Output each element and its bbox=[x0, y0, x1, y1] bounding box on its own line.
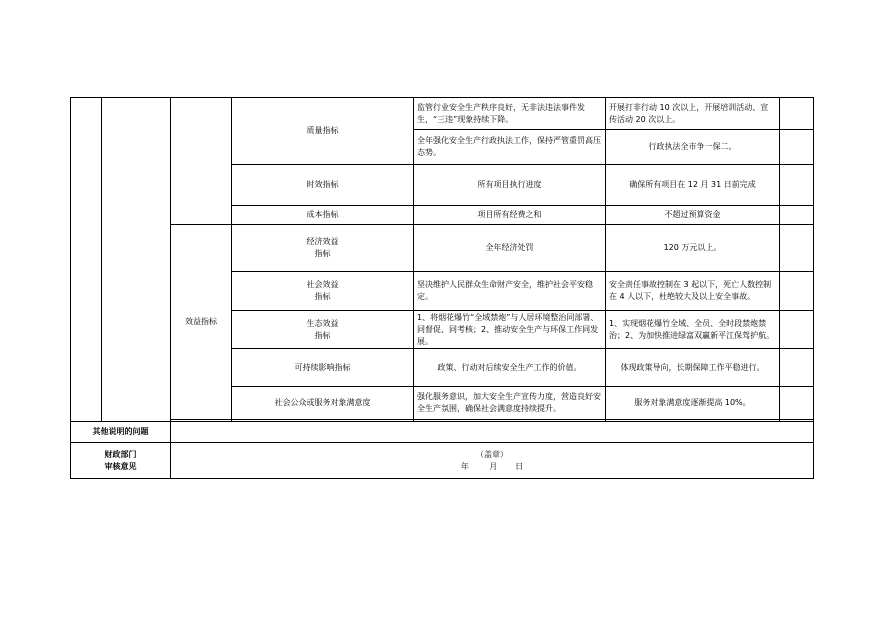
finance-label-line1: 财政部门 bbox=[104, 449, 137, 459]
table-row bbox=[71, 98, 814, 130]
performance-table-sheet bbox=[70, 97, 814, 479]
ecological-desc: 1、将烟花爆竹“全域禁炮”与人居环境整治同部署、同督促、同考核；2、推动安全生产与环保工作同发展。 bbox=[414, 311, 606, 349]
score-cell bbox=[780, 311, 814, 349]
cost-target: 不超过预算资金 bbox=[606, 206, 780, 225]
output-group-cell bbox=[171, 98, 232, 225]
social-label-line2: 指标 bbox=[314, 292, 331, 301]
finance-review-value bbox=[171, 443, 814, 479]
date-month: 月 bbox=[489, 461, 498, 471]
category-cell bbox=[71, 98, 102, 422]
score-cell bbox=[780, 272, 814, 311]
score-cell bbox=[780, 130, 814, 165]
timeliness-desc: 所有项目执行进度 bbox=[414, 165, 606, 206]
economic-desc: 全年经济处罚 bbox=[414, 225, 606, 272]
finance-label-line2: 审核意见 bbox=[104, 461, 137, 471]
table-row bbox=[71, 443, 814, 479]
economic-target: 120 万元以上。 bbox=[606, 225, 780, 272]
satisfaction-label: 社会公众或服务对象满意度 bbox=[232, 387, 414, 420]
sustainable-target: 体现政策导向，长期保障工作平稳进行。 bbox=[606, 349, 780, 387]
finance-review-label bbox=[71, 443, 171, 479]
table-row bbox=[71, 225, 814, 272]
ecological-label bbox=[232, 311, 414, 349]
ecological-target: 1、实现烟花爆竹全域、全员、全时段禁炮禁治；2、为加快推进绿富双赢新平江保驾护航。 bbox=[606, 311, 780, 349]
score-cell bbox=[780, 206, 814, 225]
satisfaction-target: 服务对象满意度逐渐提高 10%。 bbox=[606, 387, 780, 420]
social-desc: 坚决维护人民群众生命财产安全，维护社会平安稳定。 bbox=[414, 272, 606, 311]
quality-label: 质量指标 bbox=[232, 98, 414, 165]
quality-target-2: 行政执法全市争一保二。 bbox=[606, 130, 780, 165]
economic-label-line2: 指标 bbox=[314, 249, 331, 258]
quality-desc-1: 监管行业安全生产秩序良好，无非法违法事件发生，“三违”现象持续下降。 bbox=[414, 98, 606, 130]
score-cell bbox=[780, 98, 814, 130]
economic-label-line1: 经济效益 bbox=[306, 237, 339, 246]
economic-label bbox=[232, 225, 414, 272]
other-notes-label: 其他说明的问题 bbox=[71, 422, 171, 443]
date-year: 年 bbox=[460, 461, 469, 471]
cost-label: 成本指标 bbox=[232, 206, 414, 225]
quality-target-1: 开展打非行动 10 次以上，开展培训活动、宣传活动 20 次以上。 bbox=[606, 98, 780, 130]
ecological-label-line2: 指标 bbox=[314, 330, 331, 340]
score-cell bbox=[780, 225, 814, 272]
social-target: 安全责任事故控制在 3 起以下，死亡人数控制在 4 人以下，杜绝较大及以上安全事故。 bbox=[606, 272, 780, 311]
social-label bbox=[232, 272, 414, 311]
ecological-label-line1: 生态效益 bbox=[306, 318, 339, 328]
sustainable-desc: 政策、行动对后续安全生产工作的价值。 bbox=[414, 349, 606, 387]
timeliness-label: 时效指标 bbox=[232, 165, 414, 206]
quality-desc-2: 全年强化安全生产行政执法工作，保持严管重罚高压态势。 bbox=[414, 130, 606, 165]
other-notes-value bbox=[171, 422, 814, 443]
performance-indicator-table bbox=[70, 97, 814, 479]
score-cell bbox=[780, 349, 814, 387]
subcategory-cell bbox=[102, 98, 171, 422]
date-day: 日 bbox=[515, 461, 524, 471]
table-row bbox=[71, 422, 814, 443]
sustainable-label: 可持续影响指标 bbox=[232, 349, 414, 387]
date-line bbox=[174, 461, 810, 473]
score-cell bbox=[780, 387, 814, 420]
timeliness-target: 确保所有项目在 12 月 31 日前完成 bbox=[606, 165, 780, 206]
seal-text: （盖章） bbox=[476, 449, 508, 459]
cost-desc: 项目所有经费之和 bbox=[414, 206, 606, 225]
social-label-line1: 社会效益 bbox=[306, 280, 339, 289]
benefit-label: 效益指标 bbox=[171, 225, 232, 420]
score-cell bbox=[780, 165, 814, 206]
satisfaction-desc: 强化服务意识，加大安全生产宣传力度，营造良好安全生产氛围，确保社会满意度持续提升。 bbox=[414, 387, 606, 420]
